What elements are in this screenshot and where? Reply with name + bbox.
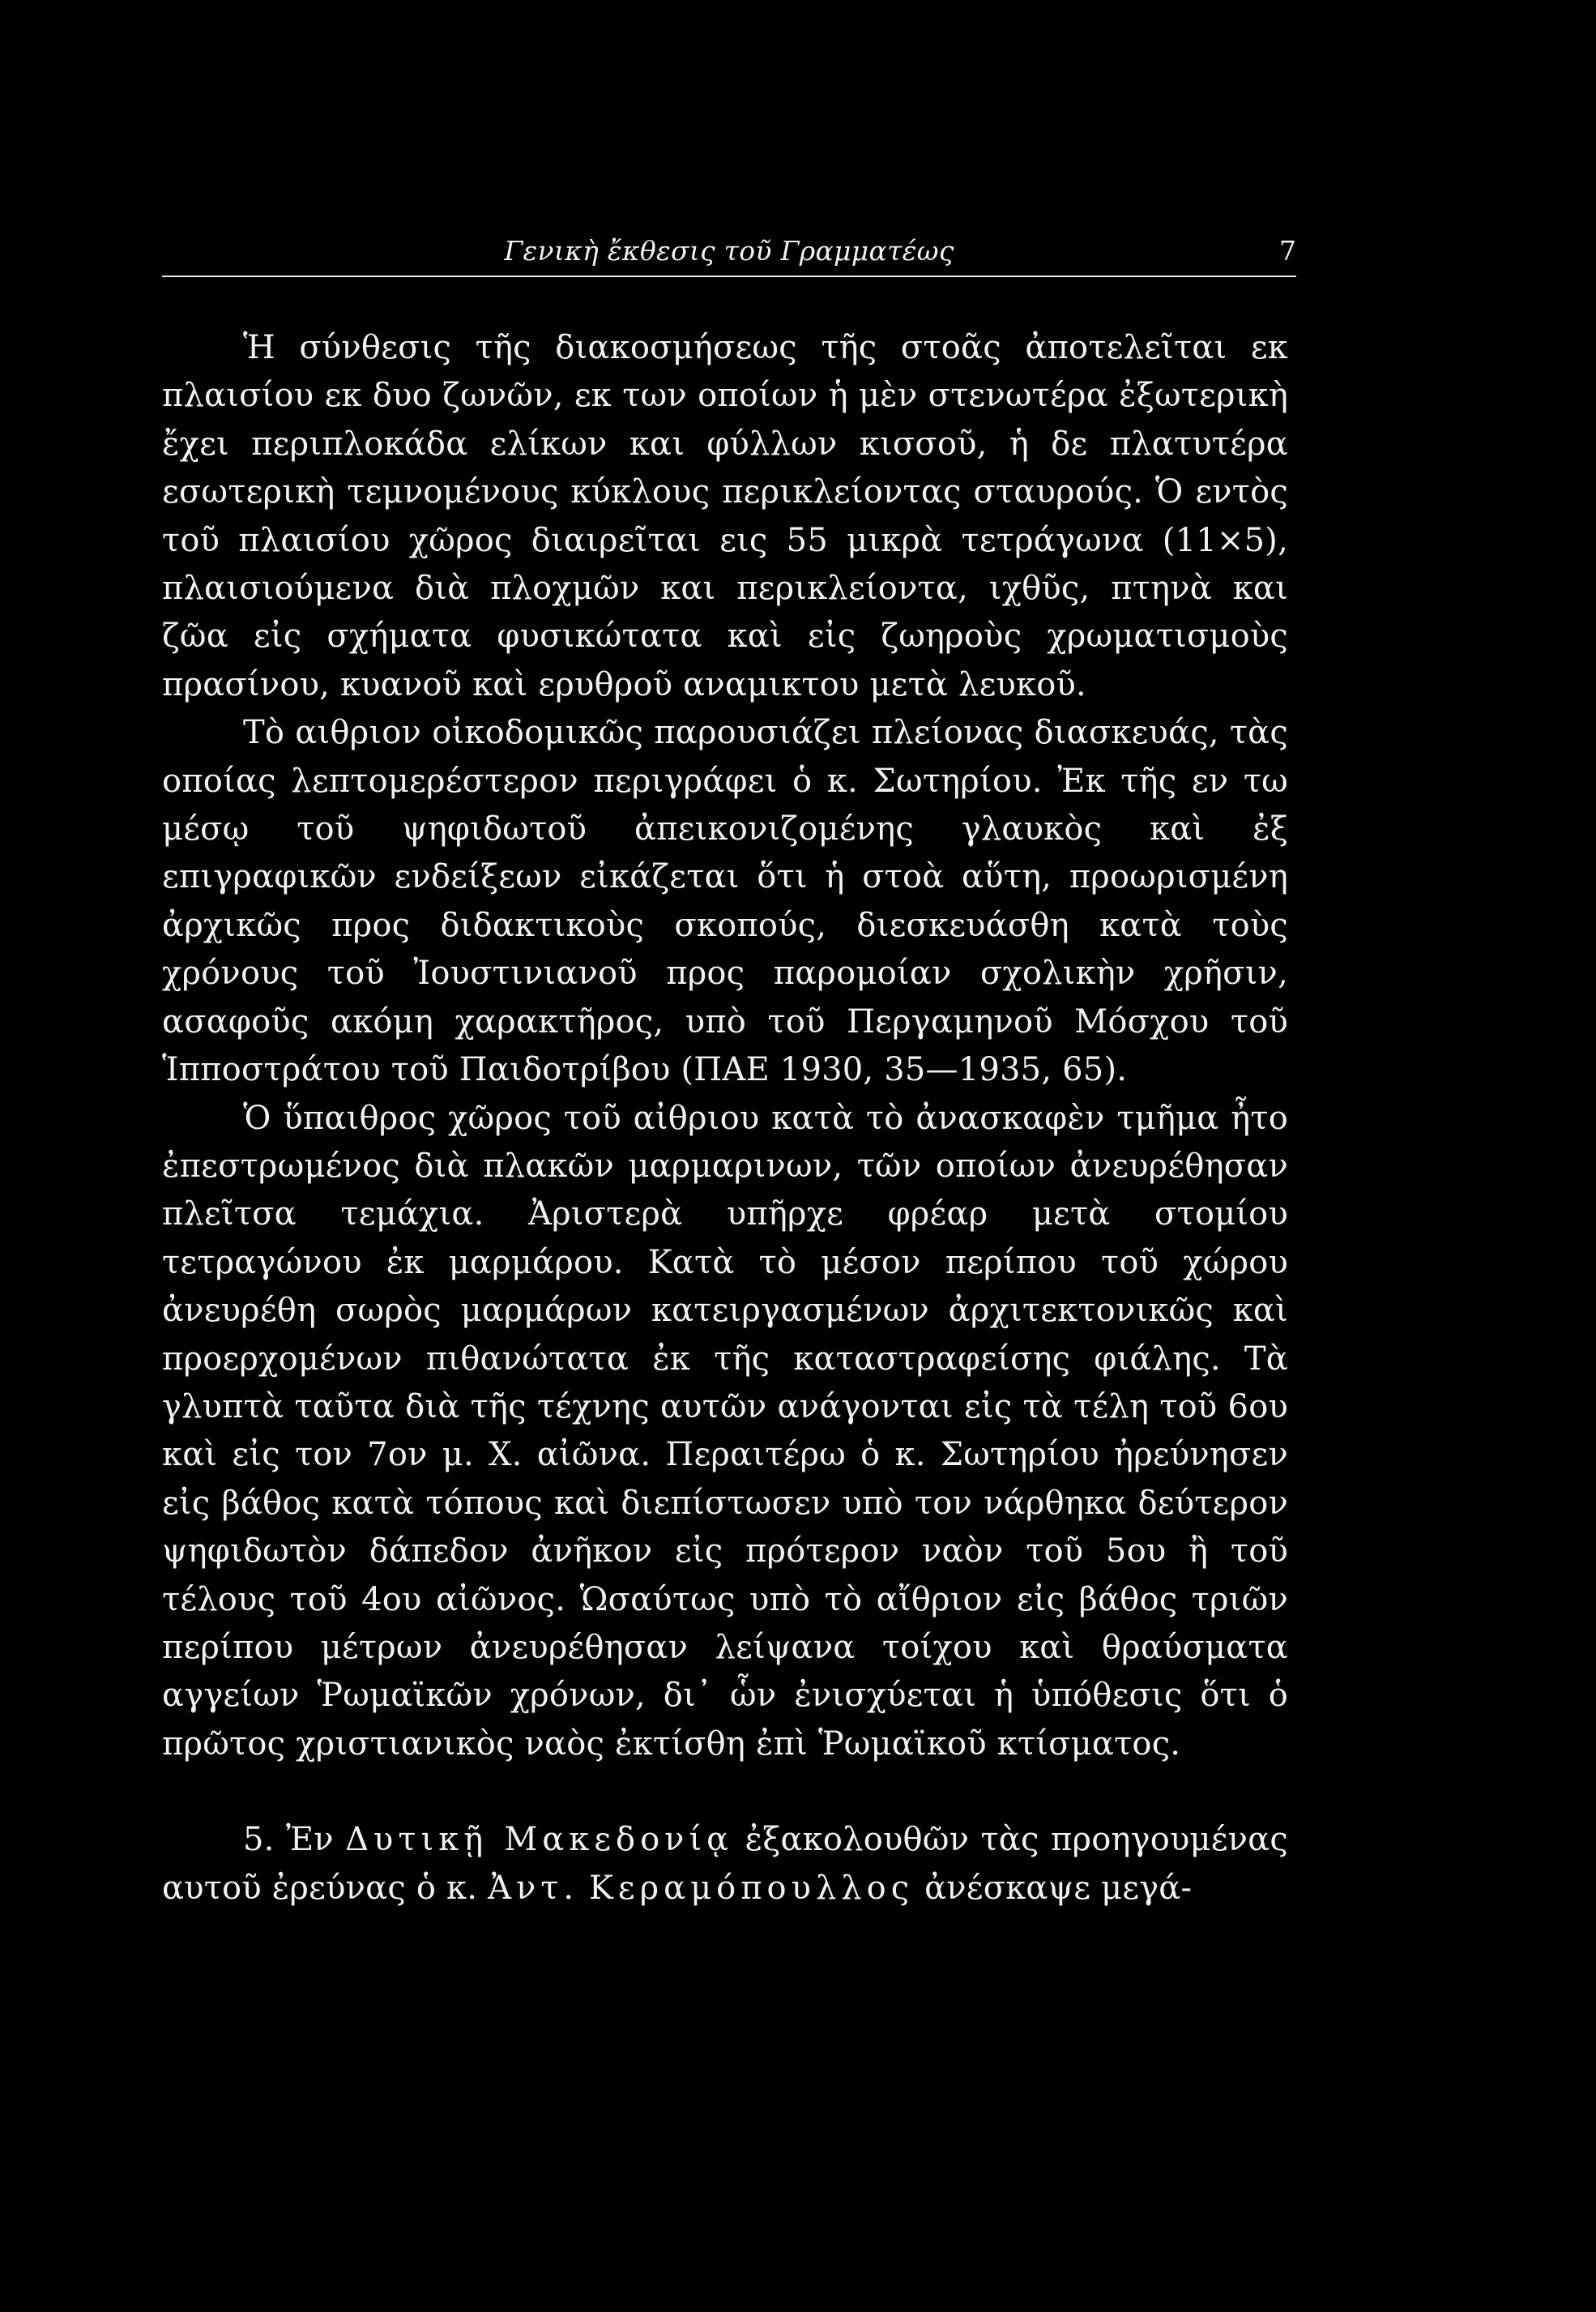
paragraph-3: Ὁ ὕπαιθρος χῶρος τοῦ αἰθριου κατὰ τὸ ἀνασκαφὲν τμῆμα ἦτο ἐπεστρωμένος διὰ πλακῶν μαρμαρινων, τῶν οποίων ἀνευρέθησαν πλεῖτσα τεμάχια. Ἀριστερὰ υπῆρχε φρέαρ μετὰ στομίου τετραγώνου ἐκ μαρμάρου. Κατὰ τὸ μέσον περίπου τοῦ χώρου ἀνευρέθη σωρὸς μαρμάρων κατειργασμένων ἀρχιτεκτονικῶς καὶ προερχομένων πιθανώτατα ἐκ τῆς καταστραφείσης φιάλης. Τὰ γλυπτὰ ταῦτα διὰ τῆς τέχνης αυτῶν ανάγονται εἰς τὰ τέλη τοῦ 6ου καὶ εἰς τον 7ον μ. Χ. αἰῶνα. Περαιτέρω ὁ κ. Σωτηρίου ἠρεύνησεν εἰς βάθος κατὰ τόπους καὶ διεπίστωσεν υπὸ τον νάρθηκα δεύτερον ψηφιδωτὸν δάπεδον ἀνῆκον εἰς πρότερον ναὸν τοῦ 5ου ἢ τοῦ τέλους τοῦ 4ου αἰῶνος. Ὡσαύτως υπὸ τὸ αἴθριον εἰς βάθος τριῶν περίπου μέτρων ἀνευρέθησαν λείψανα τοίχου καὶ θραύσματα αγγείων Ῥωμαϊκῶν χρόνων, δι᾽ ὧν ἐνισχύεται ἡ ὑπόθεσις ὅτι ὁ πρῶτος χριστιανικὸς ναὸς ἐκτίσθη ἐπὶ Ῥωμαϊκοῦ κτίσματος. — [162, 1099, 1288, 1763]
section-text-2: ἀνέσκαψε μεγά- — [924, 1869, 1193, 1907]
name-emphasis: Κεραμόπουλλος — [589, 1869, 915, 1907]
section-number: 5. — [243, 1821, 275, 1859]
region-emphasis: Δυτικῇ Μακεδονίᾳ — [345, 1821, 734, 1859]
body-text — [162, 324, 1288, 1912]
initial-emphasis: Ἀντ. — [488, 1869, 579, 1907]
running-head — [162, 235, 1296, 277]
running-title: Γενικὴ ἔκθεσις τοῦ Γραμματέως — [504, 235, 954, 267]
section-5-paragraph — [162, 1816, 1288, 1912]
paragraph-2: Τὸ αιθριον οἰκοδομικῶς παρουσιάζει πλείονας διασκευάς, τὰς οποίας λεπτομερέστερον περιγράφει ὁ κ. Σωτηρίου. Ἐκ τῆς εν τω μέσῳ τοῦ ψηφιδωτοῦ ἀπεικονιζομένης γλαυκὸς καὶ ἐξ επιγραφικῶν ενδείξεων εἰκάζεται ὅτι ἡ στοὰ αὕτη, προωρισμένη ἀρχικῶς προς διδακτικοὺς σκοπούς, διεσκευάσθη κατὰ τοὺς χρόνους τοῦ Ἰουστινιανοῦ προς παρομοίαν σχολικὴν χρῆσιν, ασαφοῦς ακόμη χαρακτῆρος, υπὸ τοῦ Περγαμηνοῦ Μόσχου τοῦ Ἱπποστράτου τοῦ Παιδοτρίβου (ΠΑΕ 1930, 35—1935, 65). — [162, 714, 1288, 1089]
page-number: 7 — [1279, 235, 1296, 267]
section-lead-word: Ἐν — [285, 1821, 334, 1859]
section-text-1: ἐξακολουθῶν τὰς προηγουμένας αυτοῦ ἐρεύνας ὁ κ. — [162, 1821, 1288, 1907]
paragraph-1: Ἡ σύνθεσις τῆς διακοσμήσεως τῆς στοᾶς ἀποτελεῖται εκ πλαισίου εκ δυο ζωνῶν, εκ των οποίων ἡ μὲν στενωτέρα ἐξωτερικὴ ἔχει περιπλοκάδα ελίκων και φύλλων κισσοῦ, ἡ δε πλατυτέρα εσωτερικὴ τεμνομένους κύκλους περικλείοντας σταυρούς. Ὁ εντὸς τοῦ πλαισίου χῶρος διαιρεῖται εις 55 μικρὰ τετράγωνα (11×5), πλαισιούμενα διὰ πλοχμῶν και περικλείοντα, ιχθῦς, πτηνὰ και ζῶα εἰς σχήματα φυσικώτατα καὶ εἰς ζωηροὺς χρωματισμοὺς πρασίνου, κυανοῦ καὶ ερυθροῦ αναμικτου μετὰ λευκοῦ. — [162, 329, 1288, 703]
header-rule — [162, 276, 1296, 277]
